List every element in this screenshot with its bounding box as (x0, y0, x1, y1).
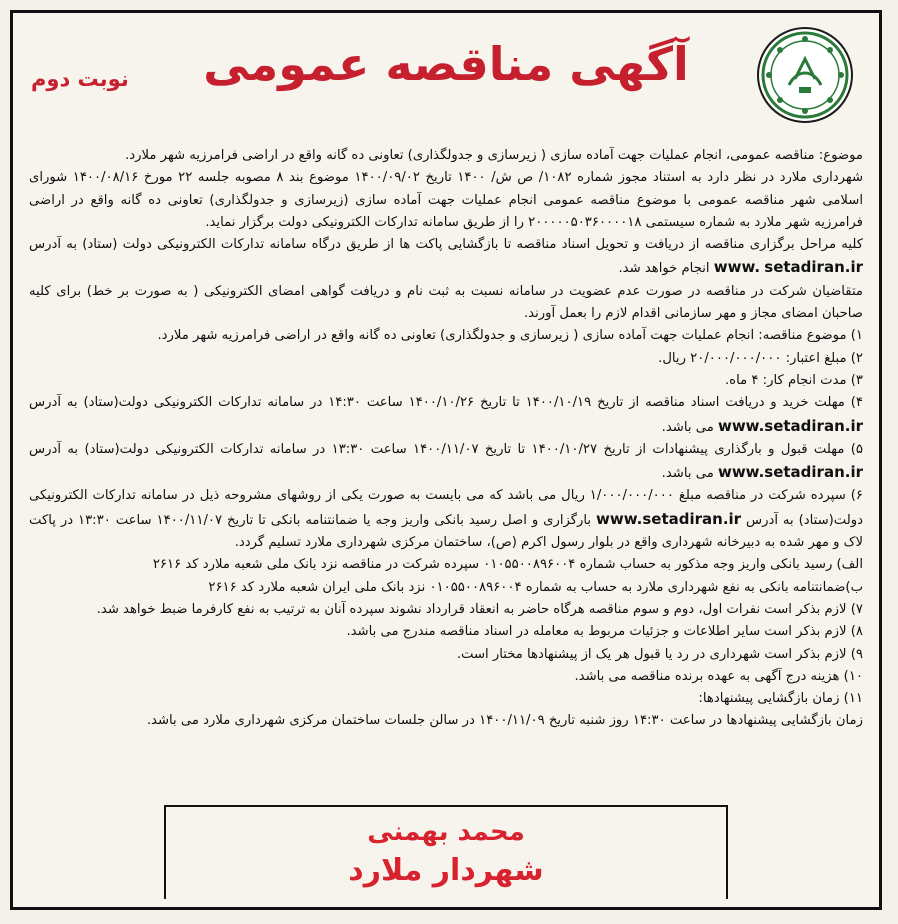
item-6-text-a: ۶) سپرده شرکت در مناقصه مبلغ ۱/۰۰۰/۰۰۰/۰۰۰ ریال می باشد که می بایست به صورت یکی از روشهای مشروحه ذیل در سامانه تدارکات الکترونیکی دولت(ستاد) به آدرس (29, 488, 863, 528)
publication-round: نوبت دوم (31, 67, 129, 91)
item-6-alef: الف) رسید بانکی واریز وجه مذکور به حساب شماره ۰۱۰۵۵۰۰۸۹۶۰۰۴ سپرده شرکت در مناقصه نزد بانک ملی شعبه ملارد کد ۲۶۱۶ (152, 557, 863, 573)
setad-text: کلیه مراحل برگزاری مناقصه از دریافت و تحویل اسناد مناقصه تا بازگشایی پاکت ها از طریق درگاه سامانه تدارکات الکترونیکی دولت (ستاد) به آدرس (29, 237, 863, 253)
notice-title: آگهی مناقصه عمومی (203, 37, 689, 91)
item-4-text: ۴) مهلت خرید و دریافت اسناد مناقصه از تاریخ ۱۴۰۰/۱۰/۱۹ تا تاریخ ۱۴۰۰/۱۰/۲۶ ساعت ۱۴:۳۰ در سامانه تدارکات الکترونیکی دولت(ستاد) به آدرس (29, 395, 863, 411)
item-5-post: می باشد. (661, 466, 714, 482)
item-5-url: www.setadiran.ir (717, 463, 863, 482)
item-9: ۹) لازم بذکر است شهرداری در رد یا قبول هر یک از پیشنهادها مختار است. (456, 646, 863, 662)
setad-url-part-a: www. (713, 258, 761, 277)
notice-body (29, 145, 863, 797)
item-5 (29, 439, 863, 486)
signatory-title: شهردار ملارد (348, 853, 544, 888)
item-3: ۳) مدت انجام کار: ۴ ماه. (724, 372, 863, 388)
item-4-post: می باشد. (661, 419, 714, 435)
item-8: ۸) لازم بذکر است سایر اطلاعات و جزئیات مربوط به معامله در اسناد مناقصه مندرج می باشد. (346, 624, 863, 640)
item-2: ۲) مبلغ اعتبار: ۲۰/۰۰۰/۰۰۰/۰۰۰ ریال. (658, 350, 863, 366)
notice-frame (10, 10, 882, 910)
setad-paragraph (29, 234, 863, 281)
notice-header (13, 13, 879, 133)
applicants-paragraph: متقاضیان شرکت در مناقصه در صورت عدم عضویت در سامانه نسبت به ثبت نام و دریافت گواهی امضای الکترونیکی ( به صورت بر خط) برای کلیه صاحبان امضای مجاز و مهر سازمانی اقدام لازم را بعمل آورند. (29, 283, 863, 322)
item-6 (29, 485, 863, 554)
signatory-name: محمد بهمنی (367, 817, 525, 847)
item-4-url: www.setadiran.ir (717, 416, 863, 435)
setad-url-part-b: setadiran.ir (764, 258, 863, 277)
signature-frame (164, 805, 728, 899)
item-11: ۱۱) زمان بازگشایی پیشنهادها: (698, 691, 863, 707)
item-6-be: ب)ضمانتنامه بانکی به نفع شهرداری ملارد به حساب به شماره ۰۱۰۵۵۰۰۸۹۶۰۰۴ نزد بانک ملی ایران شعبه ملارد کد ۲۶۱۶ (208, 579, 863, 595)
subject-line: موضوع: مناقصه عمومی، انجام عملیات جهت آماده سازی ( زیرسازی و جدولگذاری) تعاونی ده گانه واقع در اراضی فرامرزیه شهر ملارد. (125, 148, 863, 163)
item-6-text-b: بارگزاری و اصل رسید بانکی واریز وجه یا ضمانتنامه بانکی تا تاریخ ۱۴۰۰/۱۱/۰۷ ساعت ۱۳:۳۰ در پاکت لاک و مهر شده به دبیرخانه شهرداری واقع در بلوار رسول اکرم (ص)، ساختمان مرکزی شهرداری ملارد تسلیم گردد. (29, 512, 863, 551)
item-10: ۱۰) هزینه درج آگهی به عهده برنده مناقصه می باشد. (574, 668, 863, 684)
item-11-detail: زمان بازگشایی پیشنهادها در ساعت ۱۴:۳۰ روز شنبه تاریخ ۱۴۰۰/۱۱/۰۹ در سالن جلسات ساختمان مرکزی شهرداری ملارد می باشد. (146, 713, 863, 729)
signature-block (13, 803, 879, 907)
item-4 (29, 392, 863, 439)
item-7: ۷) لازم بذکر است نفرات اول، دوم و سوم مناقصه هرگاه حاضر به انعقاد قرارداد نشوند سپرده آنان به ترتیب به نفع کارفرما ضبط خواهد شد. (96, 601, 863, 617)
item-1: ۱) موضوع مناقصه: انجام عملیات جهت آماده سازی ( زیرسازی و جدولگذاری) تعاونی ده گانه واقع در اراضی فرامرزیه شهر ملارد. (157, 328, 863, 344)
intro-paragraph: شهرداری ملارد در نظر دارد به استناد مجوز شماره ۱۰۸۲/ ص ش/ ۱۴۰۰ تاریخ ۱۴۰۰/۰۹/۰۲ موضوع بند ۸ مصوبه جلسه ۲۲ مورخ ۱۴۰۰/۰۸/۱۶ شورای اسلامی شهر مناقصه عمومی با موضوع مناقصه عمومی انجام عملیات جهت آماده سازی (زیرسازی و جدولگذاری) تعاونی ده گانه واقع در اراضی فرامرزیه شهر ملارد به شماره سیستمی ۲۰۰۰۰۰۵۰۳۶۰۰۰۰۱۸ را از طریق سامانه تدارکات الکترونیکی دولت برگزار نماید. (29, 170, 863, 230)
setad-post-text: انجام خواهد شد. (618, 261, 710, 277)
item-5-text: ۵) مهلت قبول و بارگذاری پیشنهادات از تاریخ ۱۴۰۰/۱۰/۲۷ تا تاریخ ۱۴۰۰/۱۱/۰۷ ساعت ۱۳:۳۰ در سامانه تدارکات الکترونیکی دولت(ستاد) به آدرس (29, 441, 863, 457)
item-6-url: www.setadiran.ir (596, 509, 742, 528)
